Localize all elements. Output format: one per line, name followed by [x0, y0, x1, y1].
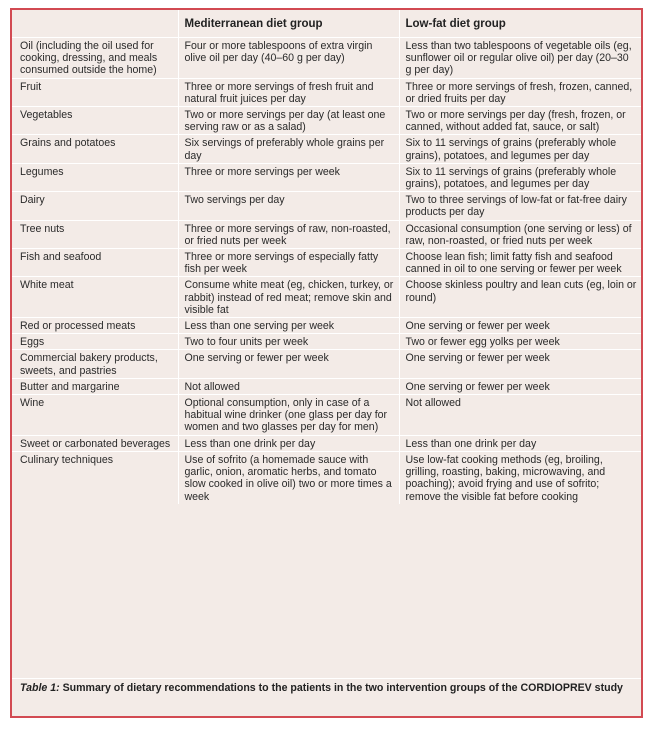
table-cell: Two servings per day [178, 192, 399, 220]
table-cell: Less than one serving per week [178, 318, 399, 334]
table-row [12, 451, 641, 503]
table-row [12, 192, 641, 220]
table-cell: Oil (including the oil used for cooking, dressing, and meals consumed outside the home) [12, 38, 178, 79]
table-cell: Dairy [12, 192, 178, 220]
caption-label: Table 1: [20, 682, 60, 694]
table-cell: Consume white meat (eg, chicken, turkey, or rabbit) instead of red meat; remove skin and visible fat [178, 277, 399, 318]
table-row [12, 220, 641, 248]
table-cell: Six to 11 servings of grains (preferably whole grains), potatoes, and legumes per day [399, 135, 641, 163]
table-row [12, 334, 641, 350]
table-cell: Three or more servings of fresh fruit and natural fruit juices per day [178, 78, 399, 106]
table-row [12, 107, 641, 135]
table-caption [12, 678, 641, 716]
table-cell: Less than two tablespoons of vegetable oils (eg, sunflower oil or regular olive oil) per day (20–30 g per day) [399, 38, 641, 79]
table-cell: Fish and seafood [12, 249, 178, 277]
table-cell: Two or more servings per day (at least one serving raw or as a salad) [178, 107, 399, 135]
table-cell: Two or more servings per day (fresh, frozen, or canned, without added fat, sauce, or salt) [399, 107, 641, 135]
table-cell: Less than one drink per day [399, 435, 641, 451]
caption-text: Summary of dietary recommendations to the patients in the two intervention groups of the CORDIOPREV study [59, 682, 623, 694]
table-cell: Six servings of preferably whole grains per day [178, 135, 399, 163]
table-cell: Butter and margarine [12, 378, 178, 394]
table-cell: Not allowed [399, 395, 641, 436]
table-cell: One serving or fewer per week [399, 318, 641, 334]
table-cell: One serving or fewer per week [399, 350, 641, 378]
table-cell: Choose lean fish; limit fatty fish and seafood canned in oil to one serving or fewer per week [399, 249, 641, 277]
header-row [12, 10, 641, 38]
table-cell: Three or more servings of raw, non-roasted, or fried nuts per week [178, 220, 399, 248]
table-cell: Culinary techniques [12, 451, 178, 503]
header-cell: Mediterranean diet group [178, 10, 399, 38]
table-cell: Three or more servings per week [178, 163, 399, 191]
table-row [12, 350, 641, 378]
diet-table [12, 10, 641, 504]
table-cell: Six to 11 servings of grains (preferably whole grains), potatoes, and legumes per day [399, 163, 641, 191]
table-cell: Two to three servings of low-fat or fat-free dairy products per day [399, 192, 641, 220]
table-cell: Three or more servings of especially fatty fish per week [178, 249, 399, 277]
table-cell: Vegetables [12, 107, 178, 135]
table-cell: Sweet or carbonated beverages [12, 435, 178, 451]
table-row [12, 38, 641, 79]
table-cell: Optional consumption, only in case of a habitual wine drinker (one glass per day for women and two glasses per day for men) [178, 395, 399, 436]
table-row [12, 378, 641, 394]
table-cell: Occasional consumption (one serving or less) of raw, non-roasted, or fried nuts per week [399, 220, 641, 248]
table-row [12, 249, 641, 277]
table-row [12, 135, 641, 163]
table-cell: Wine [12, 395, 178, 436]
table-cell: Tree nuts [12, 220, 178, 248]
table-cell: Use of sofrito (a homemade sauce with garlic, onion, aromatic herbs, and tomato slow cooked in olive oil) two or more times a week [178, 451, 399, 503]
table-cell: Red or processed meats [12, 318, 178, 334]
table-cell: Eggs [12, 334, 178, 350]
table-row [12, 78, 641, 106]
table-cell: Choose skinless poultry and lean cuts (eg, loin or round) [399, 277, 641, 318]
header-cell: Low-fat diet group [399, 10, 641, 38]
table-row [12, 435, 641, 451]
header-cell [12, 10, 178, 38]
table-cell: Two to four units per week [178, 334, 399, 350]
table-row [12, 277, 641, 318]
table-cell: Grains and potatoes [12, 135, 178, 163]
table-cell: Commercial bakery products, sweets, and pastries [12, 350, 178, 378]
table-cell: Four or more tablespoons of extra virgin olive oil per day (40–60 g per day) [178, 38, 399, 79]
table-cell: One serving or fewer per week [399, 378, 641, 394]
table-row [12, 318, 641, 334]
table-row [12, 163, 641, 191]
table-cell: Three or more servings of fresh, frozen, canned, or dried fruits per day [399, 78, 641, 106]
table-cell: Use low-fat cooking methods (eg, broiling, grilling, roasting, baking, microwaving, and poaching); avoid frying and use of sofrito; remove the visible fat before cooking [399, 451, 641, 503]
table-cell: Two or fewer egg yolks per week [399, 334, 641, 350]
table-cell: One serving or fewer per week [178, 350, 399, 378]
table-cell: Fruit [12, 78, 178, 106]
table-cell: White meat [12, 277, 178, 318]
table-row [12, 395, 641, 436]
table-cell: Less than one drink per day [178, 435, 399, 451]
table-frame [10, 8, 643, 718]
table-cell: Legumes [12, 163, 178, 191]
table-cell: Not allowed [178, 378, 399, 394]
